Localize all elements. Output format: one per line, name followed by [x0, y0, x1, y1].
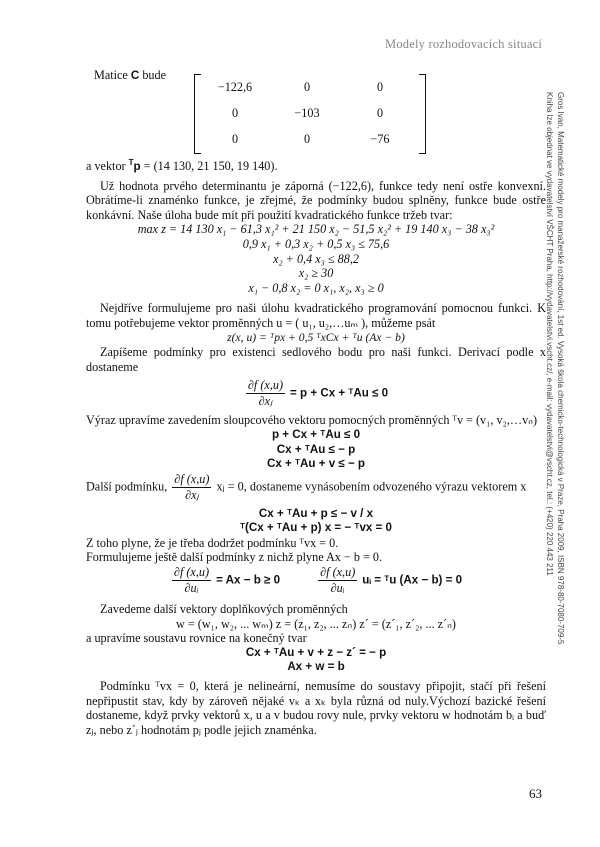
citation-line-1: Gros Ivan, Matematické modely pro manažerské rozhodování, 1st ed. Vysoká škola chemicko-technologická v Praze, Praha 2009, ISBN 978-80-7080-709-5	[556, 92, 565, 645]
equation: Cx + ᵀAu + p ≤ − v / x	[258, 506, 374, 520]
matrix-cell: −103	[294, 106, 320, 120]
matrix-cell: −76	[370, 132, 390, 146]
matrix-block	[86, 68, 546, 156]
matrix-cell: 0	[303, 132, 311, 146]
constraint: x₂ + 0,4 x₃ ≤ 88,2	[272, 251, 359, 266]
paragraph: Podmínku ᵀvx = 0, která je nelineární, nemusíme do soustavy připojit, stačí při řešení nepřipustit stav, kdy by zároveň nějaké vₖ a xₖ byla různá od nuly.Výchozí bazické řešení dostaneme, když prvky vektorů x, u a v budou rovy nule, prvky vektoru w hodnotám bᵢ a buď zⱼ, nebo z´ⱼ hodnotám pⱼ podle jejich znaménka.	[86, 679, 546, 737]
matrix-cell: −122,6	[217, 80, 253, 94]
derivative-equation-2: Další podmínku, $\frac{\partial f (x,u)}{\text{∂xⱼ}}$ xⱼ = 0, dostaneme vynásobením odvozeného výrazu vektorem x	[86, 471, 527, 502]
vector-p-line: a vektor $^T$p = (14 130, 21 150, 19 140).	[86, 158, 278, 173]
matrix-cell: 0	[303, 80, 311, 94]
derivative-equation-1: $\frac{\partial f (x,u)}{\text{∂xⱼ}}$ = p + Cx + ᵀAu ≤ 0	[247, 378, 389, 409]
citation-line-2: Kniha lze objednat ve vydavatelství VŠCHT Praha, http://vydavatelstvi.vscht.cz/, e-mail: vydavatelstvi@vscht.cz, tel.: (+420) 220 443 211	[545, 92, 555, 576]
constraint: x₂ ≥ 30	[298, 266, 334, 281]
citation-sidebar	[544, 92, 565, 644]
paragraph: Formulujeme ještě další podmínky z nichž plyne Ax − b = 0.	[86, 550, 383, 565]
constraint: 0,9 x₁ + 0,3 x₂ + 0,5 x₃ ≤ 75,6	[242, 236, 390, 251]
paragraph: Zavedeme další vektory doplňkových proměnných	[100, 602, 348, 617]
equation: Cx + ᵀAu + v ≤ − p	[266, 457, 366, 471]
vector-definitions: w = (w₁, w₂, ... wₘ) z = (z₁, z₂, ... zₙ) z´ = (z´₁, z´₂, ... z´ₙ)	[176, 616, 456, 631]
paragraph: Už hodnota prvého determinantu je záporná (−122,6), funkce tedy není ostře konvexní. Obrátíme-li znaménko funkce, je zřejmé, že podmínky budou splněny, funkce bude ostře konkávní. Naše úloha bude mít při použití kvadratického funkce tržeb tvar:	[86, 178, 546, 222]
matrix-cell: 0	[376, 80, 384, 94]
page-content	[86, 68, 546, 737]
paragraph: Nejdříve formulujeme pro naši úlohu kvadratického programování pomocnou funkci. K tomu potřebujeme vektor proměnných u = ( u₁, u₂,…uₘ ), můžeme psát	[86, 301, 546, 330]
objective-function: max z = 14 130 x₁ − 61,3 x₁² + 21 150 x₂ − 51,5 x₂² + 19 140 x₃ − 38 x₃²	[137, 222, 495, 237]
derivative-equations-u: $\frac{\partial f (x,u)}{\text{∂uᵢ}}$ = Ax − b ≥ 0 $\frac{\partial f (x,u)}{\text{∂uᵢ}}$ uᵢ = ᵀu (Ax − b) = 0	[173, 565, 463, 596]
lagrange-function: z(x, u) = ᵀpx + 0,5 ᵀxCx + ᵀu (Ax − b)	[227, 330, 405, 344]
equation: Cx + ᵀAu + v + z − z´ = − p	[245, 645, 387, 659]
running-header: Modely rozhodovacích situací	[385, 37, 542, 51]
page-number: 63	[529, 786, 542, 801]
equation: Ax + w = b	[287, 660, 345, 674]
paragraph: Z toho plyne, že je třeba dodržet podmínku ᵀvx = 0.	[86, 535, 339, 550]
matrix-c	[194, 74, 426, 154]
paragraph: Zapíšeme podmínky pro existenci sedlového bodu pro naši funkci. Derivací podle x dostaneme	[86, 345, 546, 374]
matrix-cell: 0	[376, 106, 384, 120]
equation: p + Cx + ᵀAu ≤ 0	[271, 427, 361, 441]
matrix-cell: 0	[231, 106, 239, 120]
paragraph: Výraz upravíme zavedením sloupcového vektoru pomocných proměnných ᵀv = (v₁, v₂,…vₙ)	[86, 413, 538, 428]
equation: ᵀ(Cx + ᵀAu + p) x = − ᵀvx = 0	[240, 521, 392, 535]
constraint: x₁ − 0,8 x₂ = 0 x₁, x₂, x₃ ≥ 0	[248, 280, 384, 295]
matrix-intro: Matice C bude	[94, 68, 167, 82]
equation: Cx + ᵀAu ≤ − p	[276, 442, 356, 456]
paragraph: a upravíme soustavu rovnice na konečný tvar	[86, 631, 307, 646]
matrix-cell: 0	[231, 132, 239, 146]
